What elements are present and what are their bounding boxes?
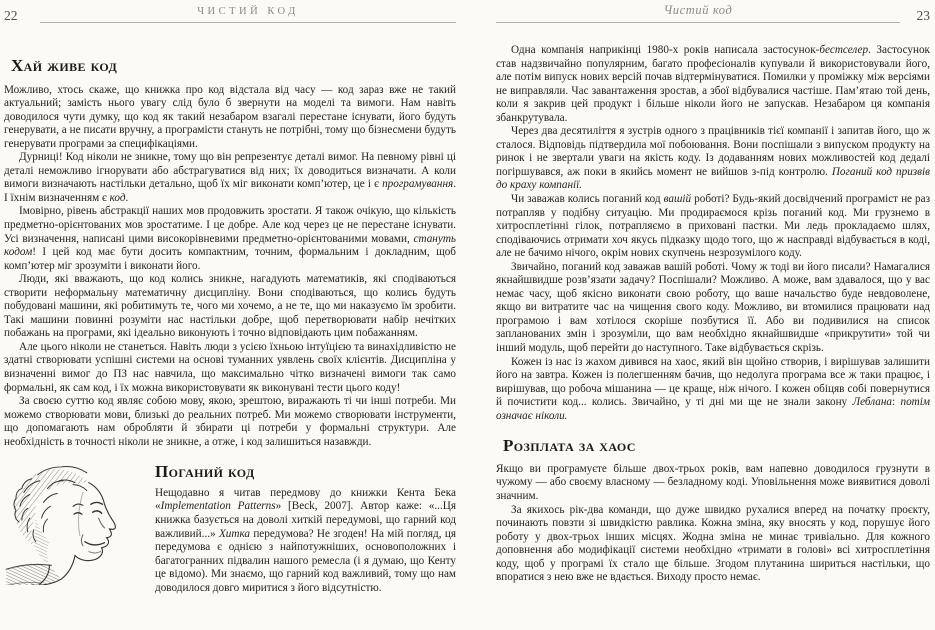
text-segment: » [Beck, 2007]. Автор каже: «...Ця книжка базується на доволі хиткій передумові, що гарний код важливий...»: [155, 500, 456, 540]
header-rule: [496, 1, 900, 23]
page-header-right: [496, 3, 930, 23]
text-segment: код: [109, 191, 126, 204]
paragraph: [4, 341, 456, 395]
section-body-long-live-code: [4, 84, 456, 450]
paragraph: [496, 504, 930, 585]
text-segment: стануть кодом: [4, 232, 456, 259]
text-segment: Дурниці! Код ніколи не зникне, тому що він репрезентує деталі вимог. На певному рівні ці деталі неможливо ігнорувати або абстрагуватися від них; їх доводиться визначати. А коли вимоги визначають настільки детально, щоб їх міг виконати комп’ютер, це і є: [4, 151, 456, 191]
paragraph: [496, 193, 930, 261]
text-segment: :: [892, 396, 901, 409]
paragraph: [496, 125, 930, 193]
paragraph: [496, 356, 930, 424]
text-segment: Кожен із нас із жахом дивився на хаос, який він щойно створив, і вирішував залишити його на завтра. Кожен із полегшенням бачив, що недолуга програма все ж таки працює, і вирішував, що робоча мішанина — це краще, ніж нічого. І кожен обіцяв собі повернутися й почистити код... колись. Звичайно, у ті дні ми ще не знали закону: [496, 355, 930, 409]
text-segment: Якщо ви програмуєте більше двох-трьох років, вам напевно доводилося грузнути в чужому — або своєму власному — безладному коді. Уповільнення може виявитися доволі значним.: [496, 462, 930, 502]
portrait-face: [73, 483, 115, 561]
text-segment: Нещодавно я читав передмову до книжки Кента Бека «: [155, 486, 456, 513]
section-heading-bad-code: Поганий код: [155, 462, 255, 482]
text-segment: Implementation Patterns: [160, 500, 276, 513]
text-segment: ! І цей код має бути досить компактним, точним, формальним і докладним, щоб комп’ютер міг зрозуміти і виконати його.: [4, 246, 456, 272]
section-bad-code: [4, 462, 456, 595]
text-segment: роботі? Будь-який досвідчений програміст не раз потрапляв у подібну ситуацію. Ми продираємося крізь поганий код. Ми грузнемо в хитросплетінні гілок, потрапляємо в приховані пастки. Ми ледь прокладаємо шлях, сподіваючись отримати хоч якусь підказку щодо того, що ж насправді відбувається в коді, але не бачимо нічого, окрім нових скупчень незрозумілого коду.: [496, 193, 930, 260]
paragraph: [4, 84, 456, 152]
header-rule: [40, 1, 456, 23]
text-segment: Можливо, хтось скаже, що книжка про код відстала від часу — код зараз вже не такий актуальний; замість нього увагу слід було б звернути на моделі та вимоги. Нам навіть доводилося чути думку, що код як такий незабаром взагалі перестане існувати, його будуть генерувати, а не писати вручну, а програмісти стануть не потрібні, тому що бізнесмени будуть генерувати програми за специфікаціями.: [4, 83, 456, 150]
paragraph: [4, 273, 456, 341]
page-right: [496, 3, 930, 585]
paragraph: [4, 205, 456, 273]
paragraph: [496, 44, 930, 125]
page-header-left: [4, 6, 456, 23]
text-segment: Хитка: [218, 527, 251, 540]
text-segment: Чи заважав колись поганий код: [511, 193, 664, 206]
page-number-right: 23: [916, 7, 930, 23]
paragraph: [4, 395, 456, 449]
portrait-neck-shoulder: [6, 556, 75, 586]
text-segment: .: [125, 191, 129, 204]
running-head-right: Чистий код: [663, 3, 733, 17]
running-head-left: ЧИСТИЙ КОД: [197, 6, 299, 17]
text-segment: Через два десятиліття я зустрів одного з працівників тієї компанії і запитав його, що ж сталося. Відповідь підтвердила мої побоювання. Вони поспішали з випуском продукту на ринок і не звертали уваги на якість коду. Із додаванням нових можливостей код дедалі погіршувався, аж поки в якийсь момент не вийшов з-під контролю.: [496, 125, 930, 178]
text-segment: програмування: [382, 178, 454, 191]
text-segment: За якихось рік-два команди, що дуже швидко рухалися вперед на початку проєкту, починають повзти зі швидкістю равлика. Кожна зміна, яку вносять у код, порушує його роботу у двох-трьох інших місцях. Жодна зміна не минає тривіально. Для кожного доповнення або модифікації системи необхідно «тримати в голові» всі хитросплетіння коду, щоб у програмі їх стало ще більше. Згодом плутанина шириться настільки, що впоратися з нею вже не вдається. Виходу просто немає.: [496, 503, 930, 584]
paragraph: [4, 151, 456, 205]
text-segment: бестселер: [819, 44, 869, 56]
continuation-body: [496, 44, 930, 423]
portrait-hair: [14, 467, 89, 566]
paragraph: [496, 261, 930, 356]
paragraph: [496, 463, 930, 504]
text-segment: потім означає ніколи.: [496, 396, 930, 422]
text-segment: . Застосунок став надзвичайно популярним, багато професіоналів купували й використовували його, але потім випуск нових версій почав відтермінуватися. Помилки у проміжку між версіями не виправляли. Час завантаження зростав, а збої відбувалися частіше. Пам’ятаю той день, коли я закрив цей продукт і більше ніколи його не запускав. Незабаром ця компанія збанкрутувала.: [496, 44, 930, 124]
text-segment: Поганий код призвів до краху компанії.: [496, 165, 930, 192]
text-segment: вашій: [663, 193, 692, 206]
page-left: [4, 6, 456, 595]
text-segment: Люди, які вважають, що код колись зникне, нагадують математиків, які сподіваються створити неформальну математичну дисципліну. Вони сподіваються, що колись будуть побудовані машини, які робитимуть те, чого ми хочемо, а не те, що ми наказуємо їм зробити. Такі машини повинні розуміти нас настільки добре, щоб перетворювати набір нечітких побажань на програми, які ідеально виконують і точно відповідають цим побажанням.: [4, 273, 456, 340]
text-segment: Звичайно, поганий код заважав вашій роботі. Чому ж тоді ви його писали? Намагалися якнайшвидше розв’язати задачу? Поспішали? Можливо. А може, вам здавалося, що у вас немає часу, щоб якісно виконати свою роботу, що ваше начальство буде невдоволене, якщо ви витратите час на чищення свого коду. Можливо, ви втомилися працювати над програмою і вам хотілося скоріше позбутися її. Або ви подивилися на список запланованих змін і зрозуміли, що вам необхідно якнайшвидше «прикрутити» той чи інший модуль, щоб перейти до наступного. Таке відбувається скрізь.: [496, 260, 930, 355]
text-segment: передумова? Не згоден! На мій погляд, ця передумова є однією з найпотужніших, основоположних і багатогранних підвалин нашого ремесла (і я думаю, що Кенту це відомо). Ми знаємо, що гарний код важливий, тому що нам доводилося довго миритися з його відсутністю.: [155, 527, 456, 594]
text-segment: Імовірно, рівень абстракції наших мов продовжить зростати. Я також очікую, що кількість предметно-орієнтованих мов зростатиме. І це добре. Але код через це не перестане існувати. Усі визначення, написані цими високорівневими предметно-орієнтованими мовами,: [4, 205, 456, 245]
portrait-illustration: [4, 463, 147, 585]
text-segment: За своєю суттю код являє собою мову, якою, зрештою, виражають ті чи інші потреби. Ми можемо створювати мови, близькі до реальних потреб. Ми можемо створювати інструменти, що допомагають нам обробляти й збирати ці потреби у формальні структури. Але необхідність в точності ніколи не зникне, а отже, і код залишиться назавжди.: [4, 395, 456, 448]
text-segment: Одна компанія наприкінці 1980-х років написала застосунок-: [511, 44, 820, 56]
text-segment: . І їхнім визначенням є: [4, 178, 456, 204]
text-segment: Леблана: [852, 396, 893, 409]
text-segment: Але цього ніколи не станеться. Навіть люди з усією їхньою інтуїцією та винахідливістю не здатні створювати успішні системи на основі туманних уявлень своїх клієнтів. Дисципліна у визначенні вимог до ПЗ нас навчила, що максимально чітко визначені вимоги так само формальні, як сам код, і їх можна використовувати як виконувані тести цього коду!: [4, 340, 456, 394]
section-body-price-of-chaos: [496, 463, 930, 585]
page-number-left: 22: [4, 7, 18, 23]
section-heading-price-of-chaos: Розплата за хаос: [503, 436, 636, 456]
section-heading-long-live-code: Хай живе код: [11, 56, 118, 75]
